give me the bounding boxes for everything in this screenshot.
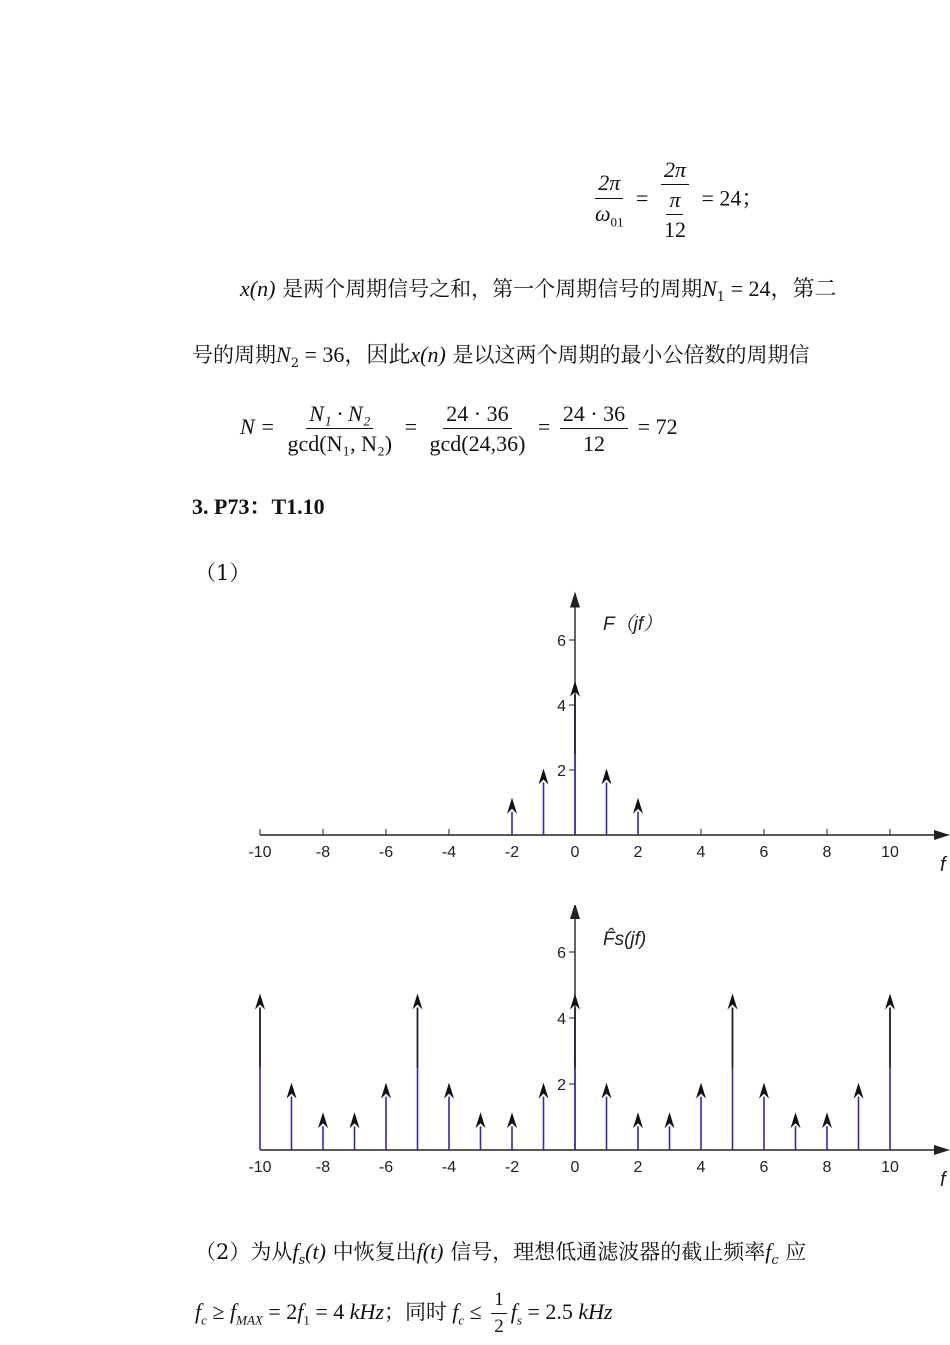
unit-khz: kHz [349, 1298, 385, 1324]
fraction-one-half [491, 1290, 507, 1338]
fraction-2pi-over-pi-12 [658, 158, 692, 243]
numerator-2: 2π [661, 158, 689, 185]
x-tick-label: -2 [504, 1159, 520, 1176]
fmax-subscript: MAX [236, 1312, 263, 1328]
chart-title: F（jf） [603, 614, 663, 635]
x-tick-label: -10 [248, 1159, 272, 1176]
stem-arrowhead [602, 769, 612, 785]
fraction-n1n2-over-gcd [285, 402, 396, 456]
stem-mark [791, 1112, 801, 1150]
stem-mark [633, 1112, 643, 1150]
x-tick-label: 6 [759, 844, 769, 861]
x-tick-label: 6 [759, 1159, 769, 1176]
y-tick-label: 6 [557, 633, 566, 650]
stem-arrowhead [885, 994, 895, 1010]
y-tick-label: 4 [557, 1011, 566, 1028]
stem-mark [413, 994, 423, 1151]
x-tick-label: 10 [881, 1159, 899, 1176]
y-tick-label: 4 [557, 698, 566, 715]
separator-text: ；同时 [384, 1299, 453, 1324]
part-2-text [195, 1236, 806, 1268]
stem-mark [602, 769, 612, 836]
omega-symbol: ω [595, 200, 611, 226]
y-tick-label: 2 [557, 1077, 566, 1094]
fraction-24-36-over-gcd [427, 402, 529, 456]
stem-mark [507, 798, 517, 835]
part-1-label: （1） [195, 561, 251, 585]
stem-arrowhead [255, 994, 265, 1010]
x-tick-label: -6 [378, 844, 394, 861]
y-axis-arrow [570, 592, 580, 608]
omega-subscript: 01 [610, 213, 624, 229]
unit-khz: kHz [578, 1298, 613, 1324]
text-segment: 是两个周期信号之和，第一个周期信号的周期 [275, 277, 703, 301]
fraction-24-36-over-12 [560, 402, 628, 456]
x-tick-label: 2 [633, 844, 643, 861]
x-axis-label: f [940, 1169, 946, 1191]
spectrum-chart-F [0, 590, 950, 890]
ft-symbol: f(t) [416, 1239, 444, 1264]
stem-arrowhead [633, 798, 643, 814]
stem-mark [381, 1083, 391, 1150]
x-tick-label: -10 [248, 844, 272, 861]
stem-arrowhead [507, 798, 517, 814]
denominator: 2 [494, 1315, 504, 1337]
equals-sign: = [636, 185, 649, 211]
signal-xn: x(n) [410, 342, 446, 367]
text-segment: 应 [778, 1240, 807, 1264]
n1-symbol: N [702, 276, 717, 301]
stem-mark [696, 1083, 706, 1150]
n1-value: = 24，第二 [725, 276, 837, 301]
stem-mark [570, 681, 580, 835]
stem-mark [287, 1083, 297, 1150]
x-axis-arrow [934, 1145, 950, 1155]
lcm-formula [240, 402, 678, 456]
ge-sign: ≥ [206, 1298, 230, 1324]
stem-arrowhead [854, 1083, 864, 1099]
text-segment: 是以这两个周期的最小公倍数的周期信 [445, 343, 810, 367]
stem-mark [507, 1112, 517, 1150]
x-tick-label: -6 [378, 1159, 394, 1176]
stem-arrowhead [665, 1112, 675, 1128]
stem-arrowhead [822, 1112, 832, 1128]
text-segment: （2）为从 [195, 1240, 293, 1264]
stem-arrowhead [318, 1112, 328, 1128]
f1-subscript: 1 [303, 1312, 310, 1328]
stem-arrowhead [350, 1112, 360, 1128]
stem-mark [602, 1083, 612, 1150]
text-segment: 中恢复出 [325, 1240, 417, 1264]
x-tick-label: -8 [315, 844, 331, 861]
x-tick-label: 4 [696, 844, 706, 861]
stem-mark [444, 1083, 454, 1150]
le-sign: ≤ [464, 1298, 488, 1324]
x-tick-label: -2 [504, 844, 520, 861]
equals-2: = 2 [262, 1298, 298, 1324]
lhs-N: N = [240, 414, 276, 440]
x-tick-label: 0 [570, 844, 580, 861]
numerator: N₁ · N₂ [306, 402, 373, 429]
stem-mark [539, 769, 549, 836]
y-tick-label: 2 [557, 763, 566, 780]
x-tick-label: 8 [822, 844, 832, 861]
denominator: 12 [583, 431, 605, 457]
paragraph-line-2 [192, 338, 810, 371]
fs-argument: (t) [305, 1239, 326, 1264]
fc-symbol: f [765, 1239, 772, 1264]
cutoff-formula [195, 1290, 613, 1338]
numerator: 2π [595, 171, 623, 198]
equals-sign: = [537, 414, 551, 440]
denominator: gcd(24,36) [429, 431, 526, 457]
fraction-2pi-over-omega [592, 171, 627, 229]
stem-arrowhead [539, 1083, 549, 1099]
stem-arrowhead [507, 1112, 517, 1128]
fc-subscript: c [771, 1253, 779, 1269]
stem-arrowhead [413, 994, 423, 1010]
fs-symbol: f [510, 1298, 517, 1324]
x-tick-label: 8 [822, 1159, 832, 1176]
stem-mark [476, 1112, 486, 1150]
stem-mark [854, 1083, 864, 1150]
inner-numerator: π [666, 188, 683, 215]
stem-arrowhead [602, 1083, 612, 1099]
x-tick-label: 10 [881, 844, 899, 861]
equals-sign: = [404, 414, 417, 440]
stem-arrowhead [476, 1112, 486, 1128]
x-tick-label: -4 [441, 844, 457, 861]
fc-symbol: f [195, 1298, 202, 1324]
value-2-5: = 2.5 [521, 1298, 579, 1324]
chart-title: F̂s(jf) [603, 929, 647, 950]
numerator: 1 [491, 1290, 507, 1314]
stem-mark [728, 994, 738, 1151]
text-segment: 号的周期 [192, 343, 276, 367]
n2-value: = 36，因此 [298, 342, 411, 367]
stem-arrowhead [759, 1083, 769, 1099]
period-result: = 24； [701, 185, 764, 211]
f1-symbol: f [297, 1298, 304, 1324]
numerator: 24 · 36 [560, 402, 628, 429]
x-tick-label: 2 [633, 1159, 643, 1176]
period-formula-1 [588, 158, 763, 243]
stem-arrowhead [696, 1083, 706, 1099]
x-tick-label: 4 [696, 1159, 706, 1176]
n2-subscript: 2 [290, 356, 299, 372]
spectrum-chart-Fs [0, 905, 950, 1200]
stem-mark [885, 994, 895, 1151]
x-tick-label: -4 [441, 1159, 457, 1176]
fs-subscript: s [298, 1253, 306, 1269]
n2-symbol: N [276, 342, 291, 367]
x-tick-label: -8 [315, 1159, 331, 1176]
stem-arrowhead [539, 769, 549, 785]
fc-subscript: c [458, 1312, 465, 1328]
y-axis-arrow [570, 905, 580, 919]
n1-subscript: 1 [716, 290, 726, 306]
stem-mark [570, 994, 580, 1151]
text-segment: 信号，理想低通滤波器的截止频率 [443, 1240, 766, 1264]
denominator: gcd(N₁, N₂) [287, 431, 393, 457]
fs-symbol: f [292, 1239, 299, 1264]
paragraph-line-1 [240, 272, 837, 305]
stem-arrowhead [444, 1083, 454, 1099]
stem-mark [822, 1112, 832, 1150]
value-4: = 4 [309, 1298, 350, 1324]
section-heading: 3. P73：T1.10 [192, 494, 325, 519]
stem-mark [350, 1112, 360, 1150]
stem-mark [759, 1083, 769, 1150]
stem-arrowhead [381, 1083, 391, 1099]
x-tick-label: 0 [570, 1159, 580, 1176]
signal-xn: x(n) [240, 276, 276, 301]
x-axis-label: f [940, 854, 946, 876]
stem-arrowhead [728, 994, 738, 1010]
stem-arrowhead [287, 1083, 297, 1099]
fs-subscript: s [516, 1312, 522, 1328]
stem-mark [539, 1083, 549, 1150]
lcm-result: = 72 [637, 414, 678, 440]
fmax-symbol: f [229, 1298, 237, 1324]
x-axis-arrow [934, 830, 950, 840]
fc-subscript: c [201, 1312, 207, 1328]
stem-arrowhead [633, 1112, 643, 1128]
numerator: 24 · 36 [443, 402, 511, 429]
fc-symbol: f [452, 1298, 459, 1324]
stem-arrowhead [791, 1112, 801, 1128]
stem-mark [665, 1112, 675, 1150]
y-tick-label: 6 [557, 945, 566, 962]
stem-mark [633, 798, 643, 835]
stem-mark [318, 1112, 328, 1150]
inner-denominator: 12 [663, 217, 686, 243]
stem-mark [255, 994, 265, 1151]
